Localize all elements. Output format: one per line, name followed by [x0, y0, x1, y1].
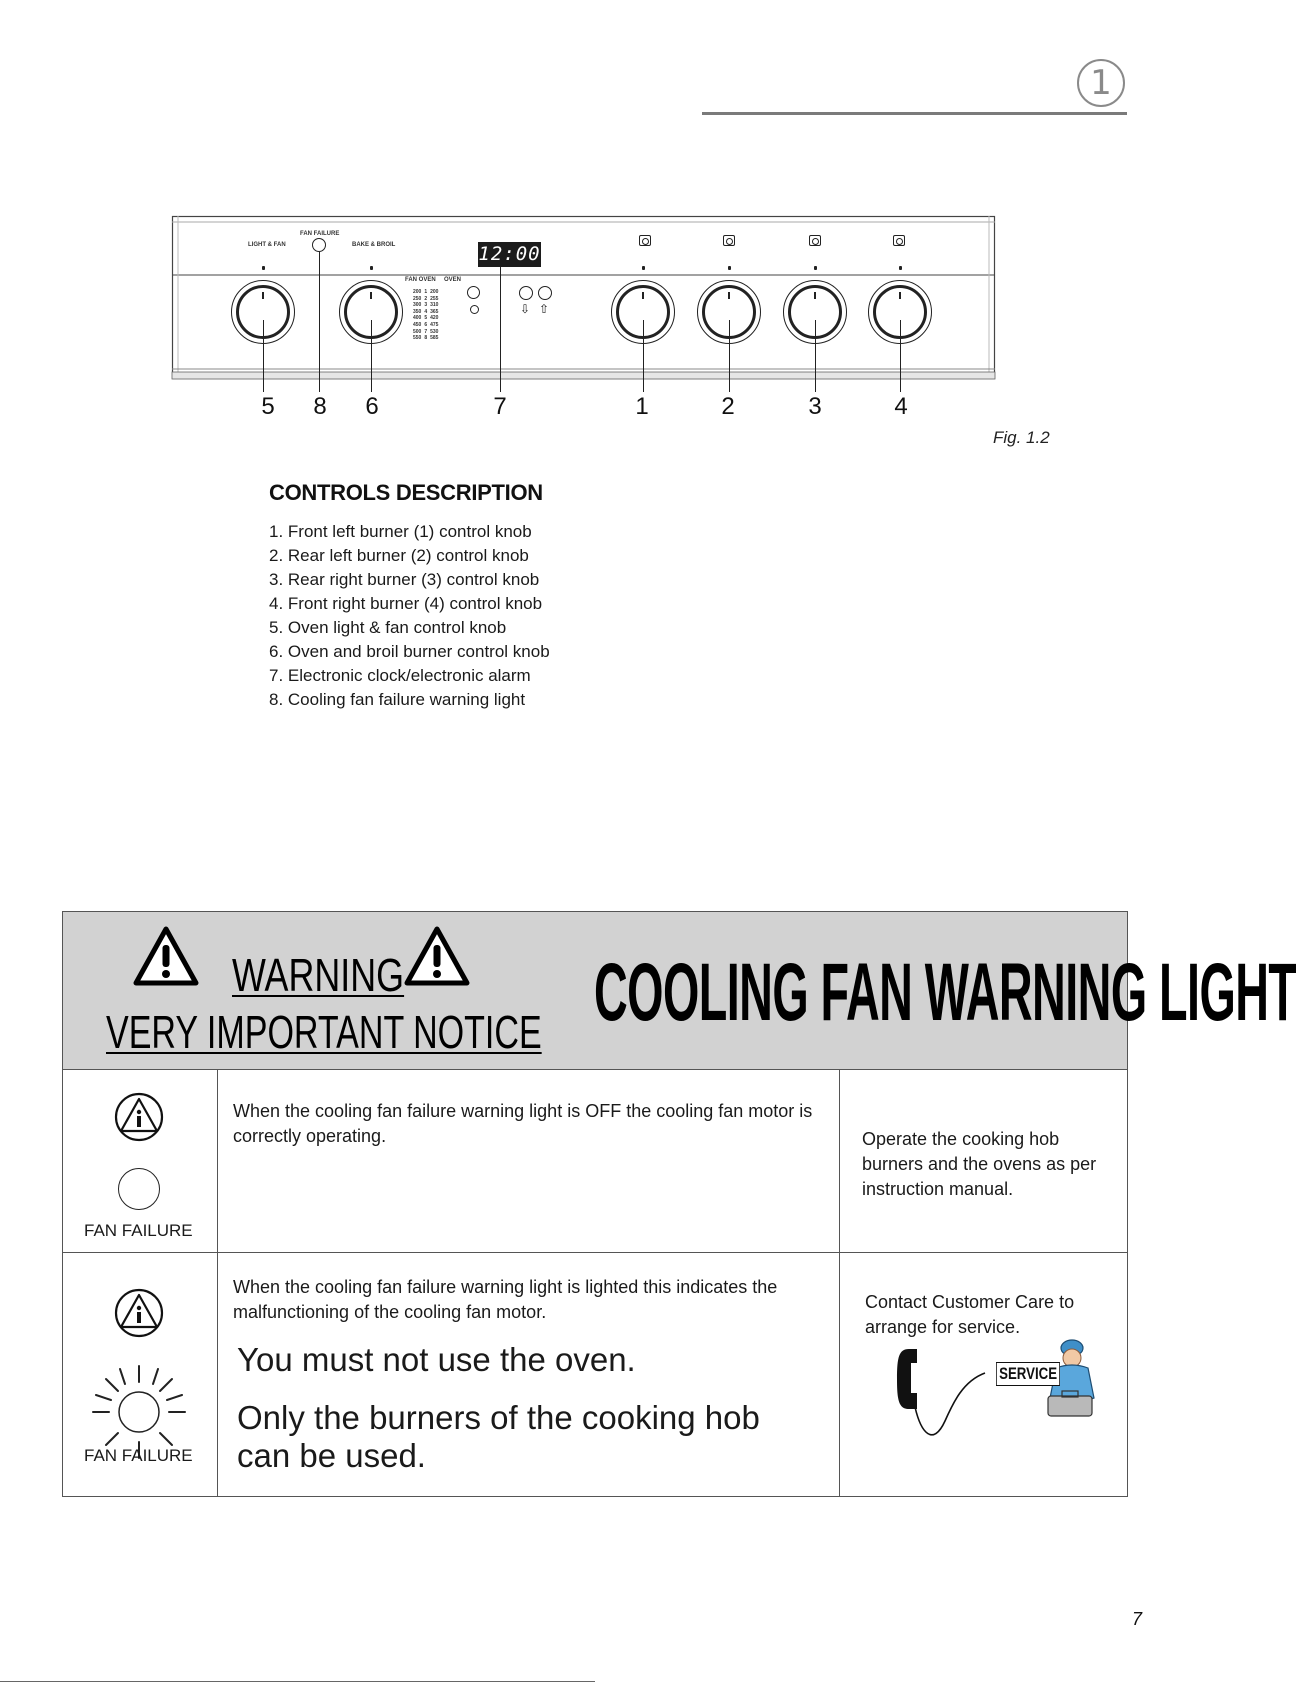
knob-3-indicator-dot	[814, 266, 817, 270]
cooling-fan-warning-title: COOLING FAN WARNING LIGHT	[594, 947, 1296, 1038]
fan-failure-label: FAN FAILURE	[300, 231, 340, 237]
service-sign: SERVICE	[996, 1362, 1060, 1386]
knob-2-indicator-dot	[728, 266, 731, 270]
minus-button	[519, 286, 533, 300]
controls-list	[269, 520, 550, 712]
info-triangle-icon	[113, 1091, 165, 1143]
knob-6-indicator-dot	[370, 266, 373, 270]
clock-display: 12:00	[478, 243, 541, 265]
bake-broil-label: BAKE & BROIL	[352, 242, 396, 248]
temperature-table	[413, 289, 441, 342]
must-not-use-oven: You must not use the oven.	[237, 1341, 636, 1378]
only-burners-notice: Only the burners of the cooking hob can be used.	[237, 1399, 760, 1474]
row1-description: When the cooling fan failure warning light is OFF the cooling fan motor is correctly operating.	[233, 1101, 813, 1146]
list-item: 8. Cooling fan failure warning light	[269, 690, 526, 709]
table-row: 250 2 255	[413, 295, 439, 302]
figure-caption: Fig. 1.2	[993, 428, 1050, 447]
fan-failure-light-off	[118, 1168, 160, 1210]
table-row: 550 8 585	[413, 335, 439, 342]
callout-8: 8	[313, 393, 327, 420]
knob-3-pointer	[814, 292, 816, 299]
list-item: 3. Rear right burner (3) control knob	[269, 570, 540, 589]
knob-4-callout-line	[900, 320, 901, 392]
list-item: 4. Front right burner (4) control knob	[269, 594, 543, 613]
knob-5-indicator-dot	[262, 266, 265, 270]
clock-icon	[470, 305, 479, 314]
knob-1-indicator-dot	[642, 266, 645, 270]
list-item: 5. Oven light & fan control knob	[269, 618, 507, 637]
row2-description: When the cooling fan failure warning light is lighted this indicates the malfunctioning of the cooling fan motor.	[233, 1277, 778, 1322]
fan-failure-label: FAN FAILURE	[84, 1446, 193, 1465]
knob-2-pointer	[728, 292, 730, 299]
table-row: 450 6 475	[413, 321, 439, 328]
callout-2: 2	[721, 393, 735, 420]
list-item: 2. Rear left burner (2) control knob	[269, 546, 529, 565]
warning-triangle-icon	[403, 925, 471, 987]
arrow-up-icon: ⇧	[539, 302, 550, 316]
row2-action: Contact Customer Care to arrange for service.	[865, 1292, 1075, 1337]
service-illustration	[990, 1330, 1110, 1430]
chapter-number: 1	[1077, 59, 1125, 107]
table-row: 500 7 530	[413, 328, 439, 335]
fan-failure-light	[312, 238, 326, 252]
warning-triangle-icon	[132, 925, 200, 987]
knob-3-callout-line	[815, 320, 816, 392]
oven-header: OVEN	[444, 277, 462, 283]
knob-4-pointer	[899, 292, 901, 299]
callout-4: 4	[894, 393, 908, 420]
callout-5: 5	[261, 393, 275, 420]
row-divider	[62, 1252, 1128, 1253]
callout-7: 7	[493, 393, 507, 420]
callout-1: 1	[635, 393, 649, 420]
column-divider	[839, 1069, 840, 1497]
plus-button	[538, 286, 552, 300]
list-item: 6. Oven and broil burner control knob	[269, 642, 550, 661]
knob-6-callout-line	[371, 320, 372, 392]
table-row: 350 4 365	[413, 308, 439, 315]
footer-rule	[0, 1681, 595, 1682]
table-row: 200 1 200	[413, 289, 439, 295]
callout-line-7	[500, 267, 501, 392]
callout-6: 6	[365, 393, 379, 420]
very-important-notice: VERY IMPORTANT NOTICE	[106, 1006, 542, 1058]
knob-2-callout-line	[729, 320, 730, 392]
arrow-down-icon: ⇩	[520, 302, 531, 316]
row1-action: Operate the cooking hob burners and the ovens as per instruction manual.	[862, 1129, 1097, 1199]
warning-word: WARNING	[232, 949, 405, 1001]
knob-5-pointer	[262, 292, 264, 299]
table-row: 400 5 420	[413, 315, 439, 322]
list-item: 7. Electronic clock/electronic alarm	[269, 666, 531, 685]
clock-mode-button	[467, 286, 480, 299]
burner-2-symbol-icon	[723, 235, 735, 246]
column-divider	[217, 1069, 218, 1497]
controls-heading: CONTROLS DESCRIPTION	[269, 480, 543, 505]
table-row: 300 3 310	[413, 302, 439, 309]
burner-3-symbol-icon	[809, 235, 821, 246]
callout-line-8	[319, 252, 320, 392]
burner-1-symbol-icon	[639, 235, 651, 246]
fan-failure-label: FAN FAILURE	[84, 1221, 193, 1240]
knob-1-callout-line	[643, 320, 644, 392]
knob-4-indicator-dot	[899, 266, 902, 270]
light-fan-label: LIGHT & FAN	[248, 242, 286, 248]
knob-5-callout-line	[263, 320, 264, 392]
page-number: 7	[1132, 1609, 1143, 1629]
burner-4-symbol-icon	[893, 235, 905, 246]
knob-6-pointer	[370, 292, 372, 299]
fan-oven-header: FAN OVEN	[405, 277, 436, 283]
header-rule	[702, 112, 1127, 115]
list-item: 1. Front left burner (1) control knob	[269, 522, 532, 541]
info-triangle-icon	[113, 1287, 165, 1339]
callout-3: 3	[808, 393, 822, 420]
knob-1-pointer	[642, 292, 644, 299]
